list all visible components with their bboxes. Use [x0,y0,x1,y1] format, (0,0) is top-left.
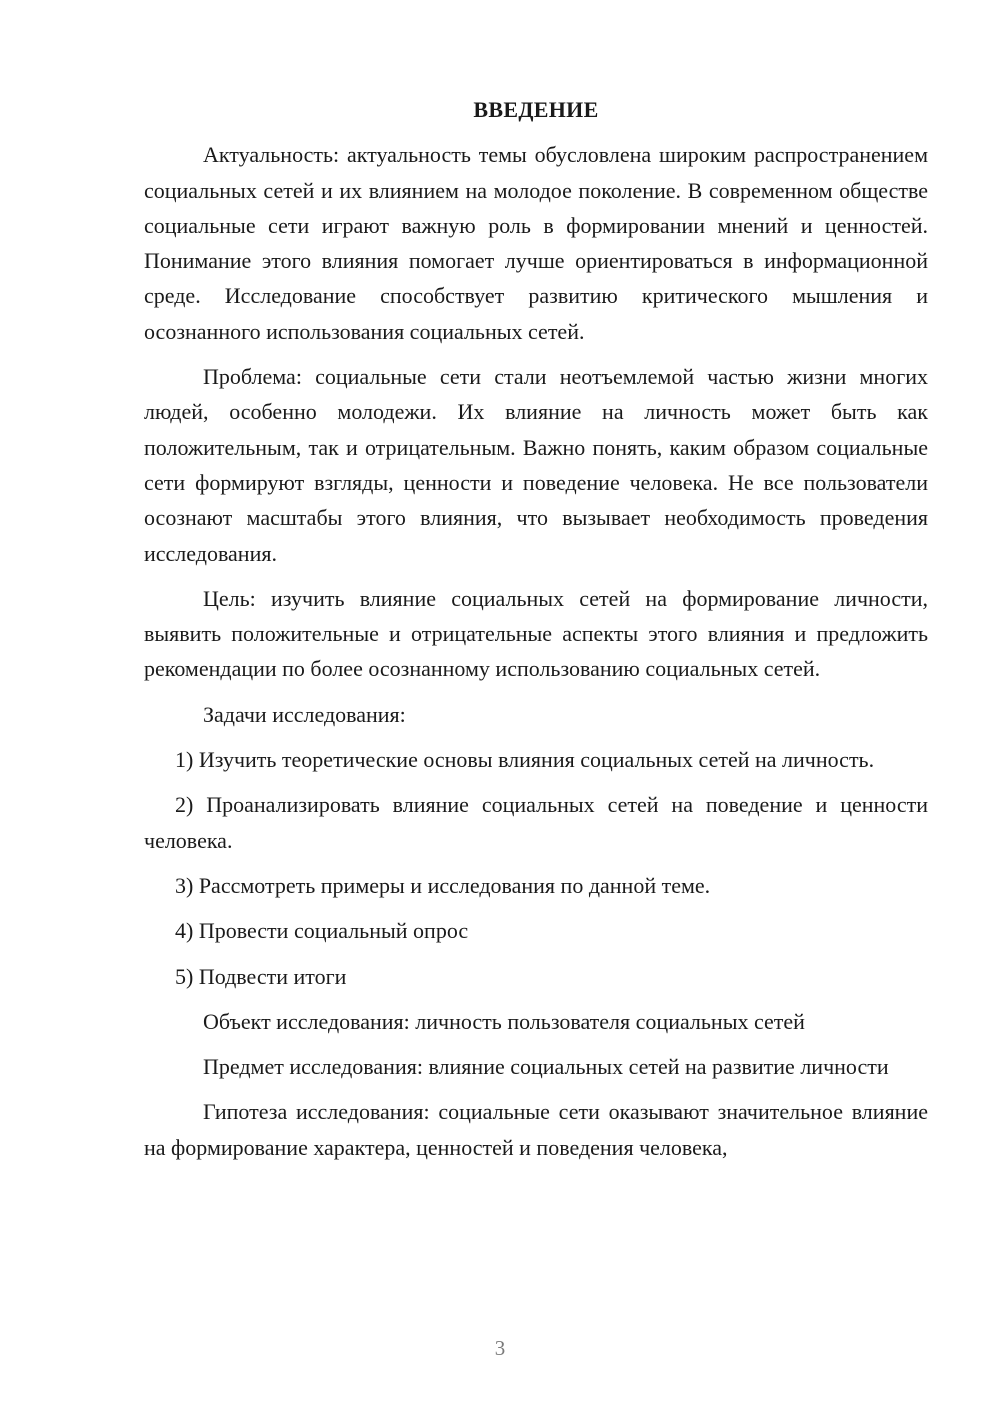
relevance-paragraph: Актуальность: актуальность темы обусловлена широким распространением социальных сетей и их влиянием на молодое поколение. В современном обществе социальные сети играют важную роль в формировании мнений и ценностей. Понимание этого влияния помогает лучше ориентироваться в информационной среде. Исследование способствует развитию критического мышления и осознанного использования социальных сетей. [144,142,928,344]
tasks-heading: Задачи исследования: [203,701,406,727]
subject-paragraph: Предмет исследования: влияние социальных сетей на развитие личности [203,1054,889,1080]
task-item: 3) Рассмотреть примеры и исследования по данной теме. [175,872,711,898]
task-item: 4) Провести социальный опрос [175,918,469,944]
task-item: 5) Подвести итоги [175,963,347,989]
goal-paragraph: Цель: изучить влияние социальных сетей на формирование личности, выявить положительные и отрицательные аспекты этого влияния и предложить рекомендации по более осознанному использованию социальных сетей. [144,585,928,682]
task-item: 1) Изучить теоретические основы влияния социальных сетей на личность. [175,747,875,773]
page-number: 3 [494,1336,506,1360]
page-title: ВВЕДЕНИЕ [473,97,599,122]
page-content [144,92,928,1175]
hypothesis-paragraph: Гипотеза исследования: социальные сети оказывают значительное влияние на формирование характера, ценностей и поведения человека, [144,1099,928,1160]
task-item: 2) Проанализировать влияние социальных сетей на поведение и ценности человека. [144,792,928,853]
problem-paragraph: Проблема: социальные сети стали неотъемлемой частью жизни многих людей, особенно молодежи. Их влияние на личность может быть как положительным, так и отрицательным. Важно понять, каким образом социальные сети формируют взгляды, ценности и поведение человека. Не все пользователи осознают масштабы этого влияния, что вызывает необходимость проведения исследования. [144,364,928,566]
object-paragraph: Объект исследования: личность пользователя социальных сетей [203,1008,805,1034]
